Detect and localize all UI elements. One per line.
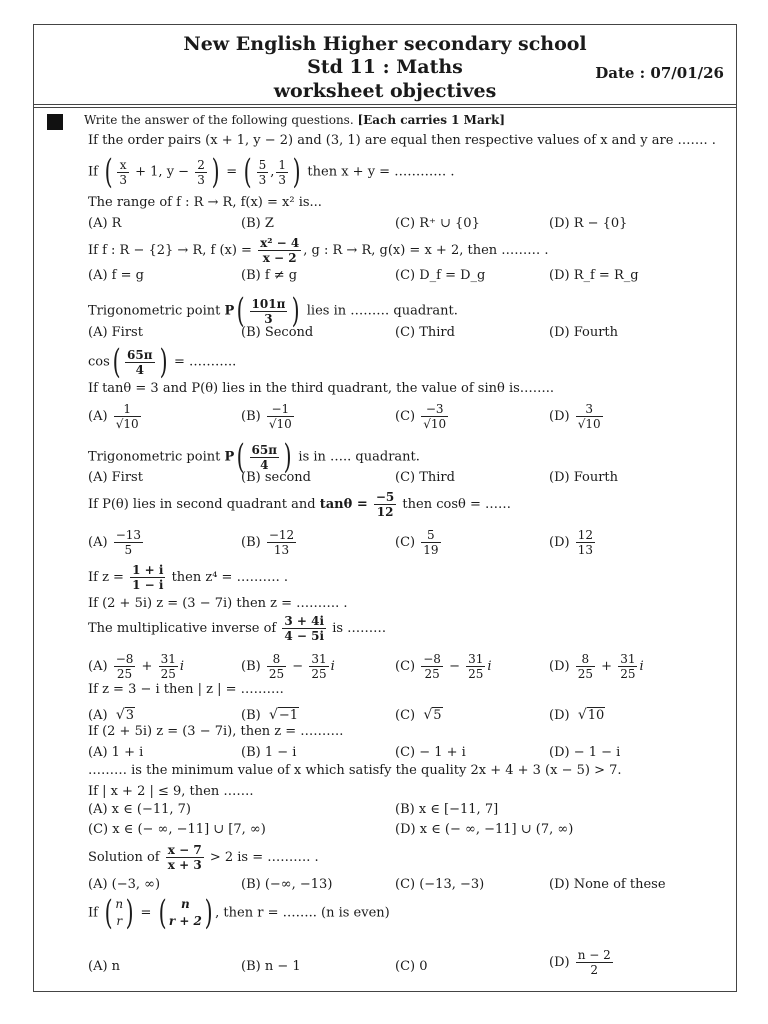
- q12-a-label: (A): [88, 659, 108, 674]
- q7-c-frac: [421, 402, 448, 431]
- q12-option-a[interactable]: [88, 652, 184, 681]
- question-16: If | x + 2 | ≤ 9, then …….: [88, 784, 254, 799]
- q12-b-label: (B): [241, 659, 261, 674]
- q4-fraction: [258, 236, 301, 265]
- q5-option-d[interactable]: (D) Fourth: [549, 325, 619, 340]
- q3-option-c[interactable]: (C) R⁺ ∪ {0}: [395, 216, 480, 231]
- q18-r-bottom: r + 2: [168, 914, 202, 928]
- q13-option-c[interactable]: [395, 707, 443, 724]
- q8-suffix: is in ….. quadrant.: [298, 449, 420, 465]
- school-name: New English Higher secondary school: [183, 33, 587, 55]
- q12-c-frac2: [466, 652, 485, 681]
- q12-den: 4 − 5i: [284, 629, 325, 643]
- q7-d-frac: [576, 402, 603, 431]
- question-1: If the order pairs (x + 1, y − 2) and (3, 1) are equal then respective values of x and y are ……. .: [88, 133, 716, 148]
- sqrt-icon: √: [268, 707, 278, 723]
- q13-c-val: 5: [433, 708, 442, 723]
- q9-c-label: (C): [395, 535, 416, 550]
- q12-b-den1: 25: [268, 667, 285, 681]
- q9-prefix: If P(θ) lies in second quadrant and: [88, 497, 316, 512]
- q12-suffix: is ………: [332, 621, 387, 636]
- q16-option-a[interactable]: (A) x ∈ (−11, 7): [88, 802, 191, 817]
- q9-c-num: 5: [421, 528, 440, 543]
- q12-b-i: i: [330, 659, 335, 674]
- q2-frac-2: [195, 158, 207, 187]
- sqrt-icon: √: [577, 707, 587, 723]
- q14-option-a[interactable]: (A) 1 + i: [88, 745, 144, 760]
- q9-b-frac: [267, 528, 296, 557]
- q7-d-den: √10: [577, 417, 601, 431]
- question-2: If ( $\frac{x}{3}$ + 1, y − $\frac{2}{3}$ ) = ( $\frac{5}{3}$ , $\frac{1}{3}$ ) then x + y = ………… .: [88, 152, 455, 192]
- q2-f2-num: 2: [197, 157, 205, 172]
- q18-paren-left: (: [104, 893, 113, 933]
- q9-a-num: −13: [115, 528, 142, 542]
- q9-suffix: then cosθ = ……: [402, 497, 511, 512]
- q18-option-a[interactable]: (A) n: [88, 959, 121, 974]
- q7-option-d[interactable]: [549, 402, 605, 431]
- q4-prefix: If f : R − {2} → R, f (x) =: [88, 243, 252, 258]
- q8-fraction: [250, 443, 279, 472]
- question-14: If (2 + 5i) z = (3 − 7i), then z = ……….: [88, 724, 344, 739]
- q12-d-op: +: [601, 659, 613, 674]
- q8-den: 4: [260, 457, 269, 472]
- q12-a-op: +: [141, 659, 153, 674]
- q18-binom-left: [115, 896, 123, 930]
- q12-d-i: i: [639, 659, 644, 674]
- q12-b-den2: 25: [311, 667, 327, 681]
- q4-option-a[interactable]: (A) f = g: [88, 268, 144, 283]
- q9-a-frac: [114, 528, 143, 557]
- q18-d-label: (D): [549, 955, 570, 970]
- q2-frac-4: [276, 158, 288, 187]
- q2-paren-left2: (: [243, 152, 252, 192]
- q2-mid: + 1, y −: [135, 164, 190, 180]
- q9-option-a[interactable]: [88, 528, 145, 557]
- q7-b-den: √10: [268, 417, 292, 431]
- q13-option-d[interactable]: [549, 707, 605, 724]
- q2-paren-right2: ): [292, 152, 301, 192]
- question-8: [88, 437, 420, 477]
- q5-suffix: lies in ……… quadrant.: [306, 303, 458, 319]
- q16-option-b[interactable]: (B) x ∈ [−11, 7]: [395, 802, 499, 817]
- q6-num: 65π: [127, 347, 153, 362]
- q12-b-num1: 8: [267, 652, 286, 667]
- q12-b-frac2: [309, 652, 328, 681]
- q17-option-a[interactable]: (A) (−3, ∞): [88, 877, 161, 892]
- question-13: If z = 3 − i then | z | = ……….: [88, 682, 284, 697]
- q18-prefix: If: [88, 905, 98, 921]
- q8-num: 65π: [251, 442, 277, 457]
- q14-option-c[interactable]: (C) − 1 + i: [395, 745, 466, 760]
- q2-f3-num: 5: [258, 157, 267, 172]
- q16-option-d[interactable]: (D) x ∈ (− ∞, −11] ∪ (7, ∞): [395, 822, 574, 837]
- question-15: ……… is the minimum value of x which satisfy the quality 2x + 4 + 3 (x − 5) > 7.: [88, 763, 622, 778]
- q7-option-b[interactable]: [241, 402, 296, 431]
- q7-b-num: −1: [267, 402, 294, 417]
- q4-suffix: , g : R → R, g(x) = x + 2, then ……… .: [303, 243, 549, 258]
- q12-a-den2: 25: [160, 667, 176, 681]
- q10-prefix: If z =: [88, 570, 124, 585]
- q7-a-label: (A): [88, 409, 108, 424]
- question-9: [88, 490, 511, 519]
- q8-option-c[interactable]: (C) Third: [395, 470, 455, 485]
- q12-option-b[interactable]: [241, 652, 335, 681]
- q18-d-num: n − 2: [577, 948, 611, 962]
- q18-paren-right2: ): [204, 893, 213, 933]
- worksheet-header: [34, 25, 736, 107]
- q12-d-num1: 8: [576, 652, 595, 667]
- question-10: [88, 563, 288, 592]
- q18-r-top: n: [180, 897, 190, 911]
- q10-num: 1 + i: [132, 563, 164, 577]
- q13-a-val: 3: [125, 708, 135, 723]
- q2-frac-3: [257, 158, 269, 187]
- question-17: [88, 843, 319, 872]
- q6-suffix: = ………..: [173, 354, 237, 370]
- q2-suffix: then x + y = ………… .: [307, 164, 455, 180]
- q17-option-b[interactable]: (B) (−∞, −13): [241, 877, 333, 892]
- q7-b-label: (B): [241, 409, 261, 424]
- q8-paren-right: ): [283, 437, 292, 477]
- q18-equals: =: [140, 905, 152, 921]
- worksheet-title: worksheet objectives: [273, 80, 497, 102]
- q9-c-frac: [421, 528, 440, 557]
- q9-option-b[interactable]: [241, 528, 298, 557]
- q17-den: x + 3: [167, 858, 202, 872]
- q9-tan-label: tanθ =: [319, 497, 368, 512]
- q18-suffix: , then r = …….. (n is even): [215, 905, 390, 921]
- q12-c-i: i: [487, 659, 492, 674]
- question-6: [88, 342, 237, 382]
- q14-option-b[interactable]: (B) 1 − i: [241, 745, 297, 760]
- q5-prefix: Trigonometric point: [88, 303, 221, 319]
- q12-option-d[interactable]: [549, 652, 644, 681]
- q13-a-label: (A): [88, 708, 108, 723]
- question-11: If (2 + 5i) z = (3 − 7i) then z = ………. .: [88, 596, 348, 611]
- q2-f1-num: x: [117, 158, 129, 173]
- q6-paren-left: (: [112, 342, 121, 382]
- q2-paren-right: ): [211, 152, 220, 192]
- q12-a-num2: 31: [160, 652, 176, 666]
- q18-binom-right: [169, 896, 202, 930]
- header-divider: [34, 104, 736, 105]
- q7-c-label: (C): [395, 409, 416, 424]
- q9-option-d[interactable]: [549, 528, 597, 557]
- q7-c-num: −3: [421, 402, 448, 417]
- q10-den: 1 − i: [132, 578, 164, 592]
- q12-b-num2: 31: [311, 652, 327, 666]
- q12-d-den1: 25: [577, 667, 593, 681]
- q2-equals: =: [226, 164, 238, 180]
- q2-f4-den: 3: [278, 172, 286, 187]
- q12-c-den1: 25: [424, 667, 440, 681]
- q7-c-den: √10: [423, 417, 447, 431]
- q5-point-label: P: [224, 303, 235, 319]
- q16-option-c[interactable]: (C) x ∈ (− ∞, −11] ∪ [7, ∞): [88, 822, 266, 837]
- q12-d-frac1: [576, 652, 595, 681]
- instruction-marks: [Each carries 1 Mark]: [357, 113, 506, 127]
- q8-prefix: Trigonometric point: [88, 449, 221, 465]
- q10-suffix: then z⁴ = ………. .: [171, 570, 288, 585]
- q10-fraction: [130, 563, 165, 592]
- q12-b-op: −: [292, 659, 304, 674]
- q9-a-label: (A): [88, 535, 108, 550]
- q12-d-num2: 31: [620, 652, 636, 666]
- q12-c-label: (C): [395, 659, 416, 674]
- q6-prefix: cos: [88, 354, 110, 370]
- q4-option-d[interactable]: (D) R_f = R_g: [549, 268, 639, 283]
- q4-option-b[interactable]: (B) f ≠ g: [241, 268, 298, 283]
- q12-a-frac1: [114, 652, 136, 681]
- section-instruction: [84, 113, 505, 127]
- q5-num: 101π: [251, 296, 286, 311]
- q12-d-frac2: [618, 652, 637, 681]
- sqrt-icon: √: [115, 707, 125, 723]
- q12-prefix: The multiplicative inverse of: [88, 621, 277, 636]
- q6-den: 4: [135, 362, 144, 377]
- q18-option-b[interactable]: (B) n − 1: [241, 959, 301, 974]
- q12-a-i: i: [179, 659, 185, 674]
- q2-f4-num: 1: [278, 157, 286, 172]
- q5-paren-left: (: [236, 291, 245, 331]
- section-bullet-icon: [47, 114, 63, 130]
- q18-paren-left2: (: [158, 893, 167, 933]
- q3-option-d[interactable]: (D) R − {0}: [549, 216, 628, 231]
- q8-option-d[interactable]: (D) Fourth: [549, 470, 619, 485]
- q5-option-c[interactable]: (C) Third: [395, 325, 455, 340]
- q12-d-label: (D): [549, 659, 570, 674]
- q4-den: x − 2: [262, 251, 297, 265]
- q12-a-frac2: [159, 652, 178, 681]
- question-7: If tanθ = 3 and P(θ) lies in the third quadrant, the value of sinθ is……..: [88, 381, 555, 396]
- q7-d-num: 3: [576, 402, 603, 417]
- q8-paren-left: (: [236, 437, 245, 477]
- q5-den: 3: [264, 311, 273, 326]
- q18-d-den: 2: [590, 963, 599, 977]
- q4-num: x² − 4: [260, 236, 300, 250]
- q2-prefix: If: [88, 164, 98, 180]
- q9-c-den: 19: [423, 543, 439, 557]
- q9-d-frac: [576, 528, 595, 557]
- q17-prefix: Solution of: [88, 850, 160, 865]
- q12-c-den2: 25: [468, 667, 484, 681]
- q7-b-frac: [267, 402, 294, 431]
- q12-c-num1: −8: [423, 652, 441, 666]
- question-5: [88, 291, 458, 331]
- q9-d-label: (D): [549, 535, 570, 550]
- q13-option-b[interactable]: [241, 707, 299, 724]
- worksheet-date: Date : 07/01/26: [595, 64, 724, 82]
- q18-d-frac: [576, 948, 613, 977]
- q7-a-frac: [114, 402, 141, 431]
- question-4: [88, 236, 549, 265]
- q3-option-a[interactable]: (A) R: [88, 216, 122, 231]
- q12-c-op: −: [449, 659, 460, 674]
- q7-a-den: √10: [115, 417, 139, 431]
- q12-c-frac1: [421, 652, 443, 681]
- q12-d-den2: 25: [620, 667, 636, 681]
- q7-d-label: (D): [549, 409, 570, 424]
- q8-option-a[interactable]: (A) First: [88, 470, 143, 485]
- q13-c-label: (C): [395, 708, 416, 723]
- q18-paren-right: ): [125, 893, 134, 933]
- q17-num: x − 7: [167, 843, 202, 857]
- q9-d-den: 13: [577, 543, 593, 557]
- q4-option-c[interactable]: (C) D_f = D_g: [395, 268, 486, 283]
- q2-f1-den: 3: [119, 172, 127, 187]
- question-12: [88, 614, 386, 643]
- q6-fraction: [125, 348, 154, 377]
- q13-b-label: (B): [241, 708, 261, 723]
- q2-f3-den: 3: [258, 172, 267, 187]
- question-3: The range of f : R → R, f(x) = x² is...: [88, 195, 322, 210]
- q13-b-val: −1: [278, 708, 299, 723]
- q18-l-top: n: [115, 897, 124, 911]
- q13-d-label: (D): [549, 708, 570, 723]
- q17-fraction: [166, 843, 204, 872]
- instruction-text: Write the answer of the following questions.: [84, 113, 358, 127]
- q5-option-a[interactable]: (A) First: [88, 325, 143, 340]
- q17-option-d[interactable]: (D) None of these: [549, 877, 666, 892]
- q5-paren-right: ): [292, 291, 300, 331]
- q9-num: −5: [375, 490, 395, 504]
- header-divider-thin: [34, 107, 736, 108]
- q9-d-num: 12: [577, 528, 593, 542]
- q14-option-d[interactable]: (D) − 1 − i: [549, 745, 621, 760]
- q18-option-c[interactable]: (C) 0: [395, 959, 428, 974]
- q12-a-den1: 25: [116, 667, 133, 681]
- q12-b-frac1: [267, 652, 286, 681]
- q12-option-c[interactable]: [395, 652, 492, 681]
- q9-b-den: 13: [273, 543, 290, 557]
- sqrt-icon: √: [423, 707, 433, 723]
- q18-option-d[interactable]: [549, 948, 615, 977]
- question-18: [88, 893, 390, 933]
- q7-a-num: 1: [114, 402, 141, 417]
- q17-option-c[interactable]: (C) (−13, −3): [395, 877, 485, 892]
- q7-option-a[interactable]: [88, 402, 143, 431]
- standard-subject: Std 11 : Maths: [307, 56, 463, 78]
- q3-option-b[interactable]: (B) Z: [241, 216, 274, 231]
- q9-b-label: (B): [241, 535, 261, 550]
- q18-l-bottom: r: [116, 914, 123, 928]
- q12-fraction: [282, 614, 326, 643]
- q9-option-c[interactable]: [395, 528, 443, 557]
- q2-paren-left: (: [104, 152, 113, 192]
- q9-den: 12: [376, 505, 394, 519]
- q2-frac-x: [117, 158, 129, 187]
- q8-point-label: P: [224, 449, 235, 465]
- q6-paren-right: ): [159, 342, 168, 382]
- q12-num: 3 + 4i: [284, 614, 325, 628]
- q7-option-c[interactable]: [395, 402, 450, 431]
- q9-a-den: 5: [124, 543, 133, 557]
- q9-fraction: [374, 490, 396, 519]
- q13-d-val: 10: [587, 708, 605, 723]
- q17-suffix: > 2 is = ………. .: [209, 850, 319, 865]
- q12-a-num1: −8: [115, 652, 134, 666]
- q9-b-num: −12: [268, 528, 295, 542]
- q8-option-b[interactable]: (B) second: [241, 470, 311, 485]
- q13-option-a[interactable]: [88, 707, 135, 724]
- q12-c-num2: 31: [468, 652, 484, 666]
- q5-fraction: [250, 297, 288, 326]
- q5-option-b[interactable]: (B) Second: [241, 325, 314, 340]
- q2-f2-den: 3: [197, 172, 205, 187]
